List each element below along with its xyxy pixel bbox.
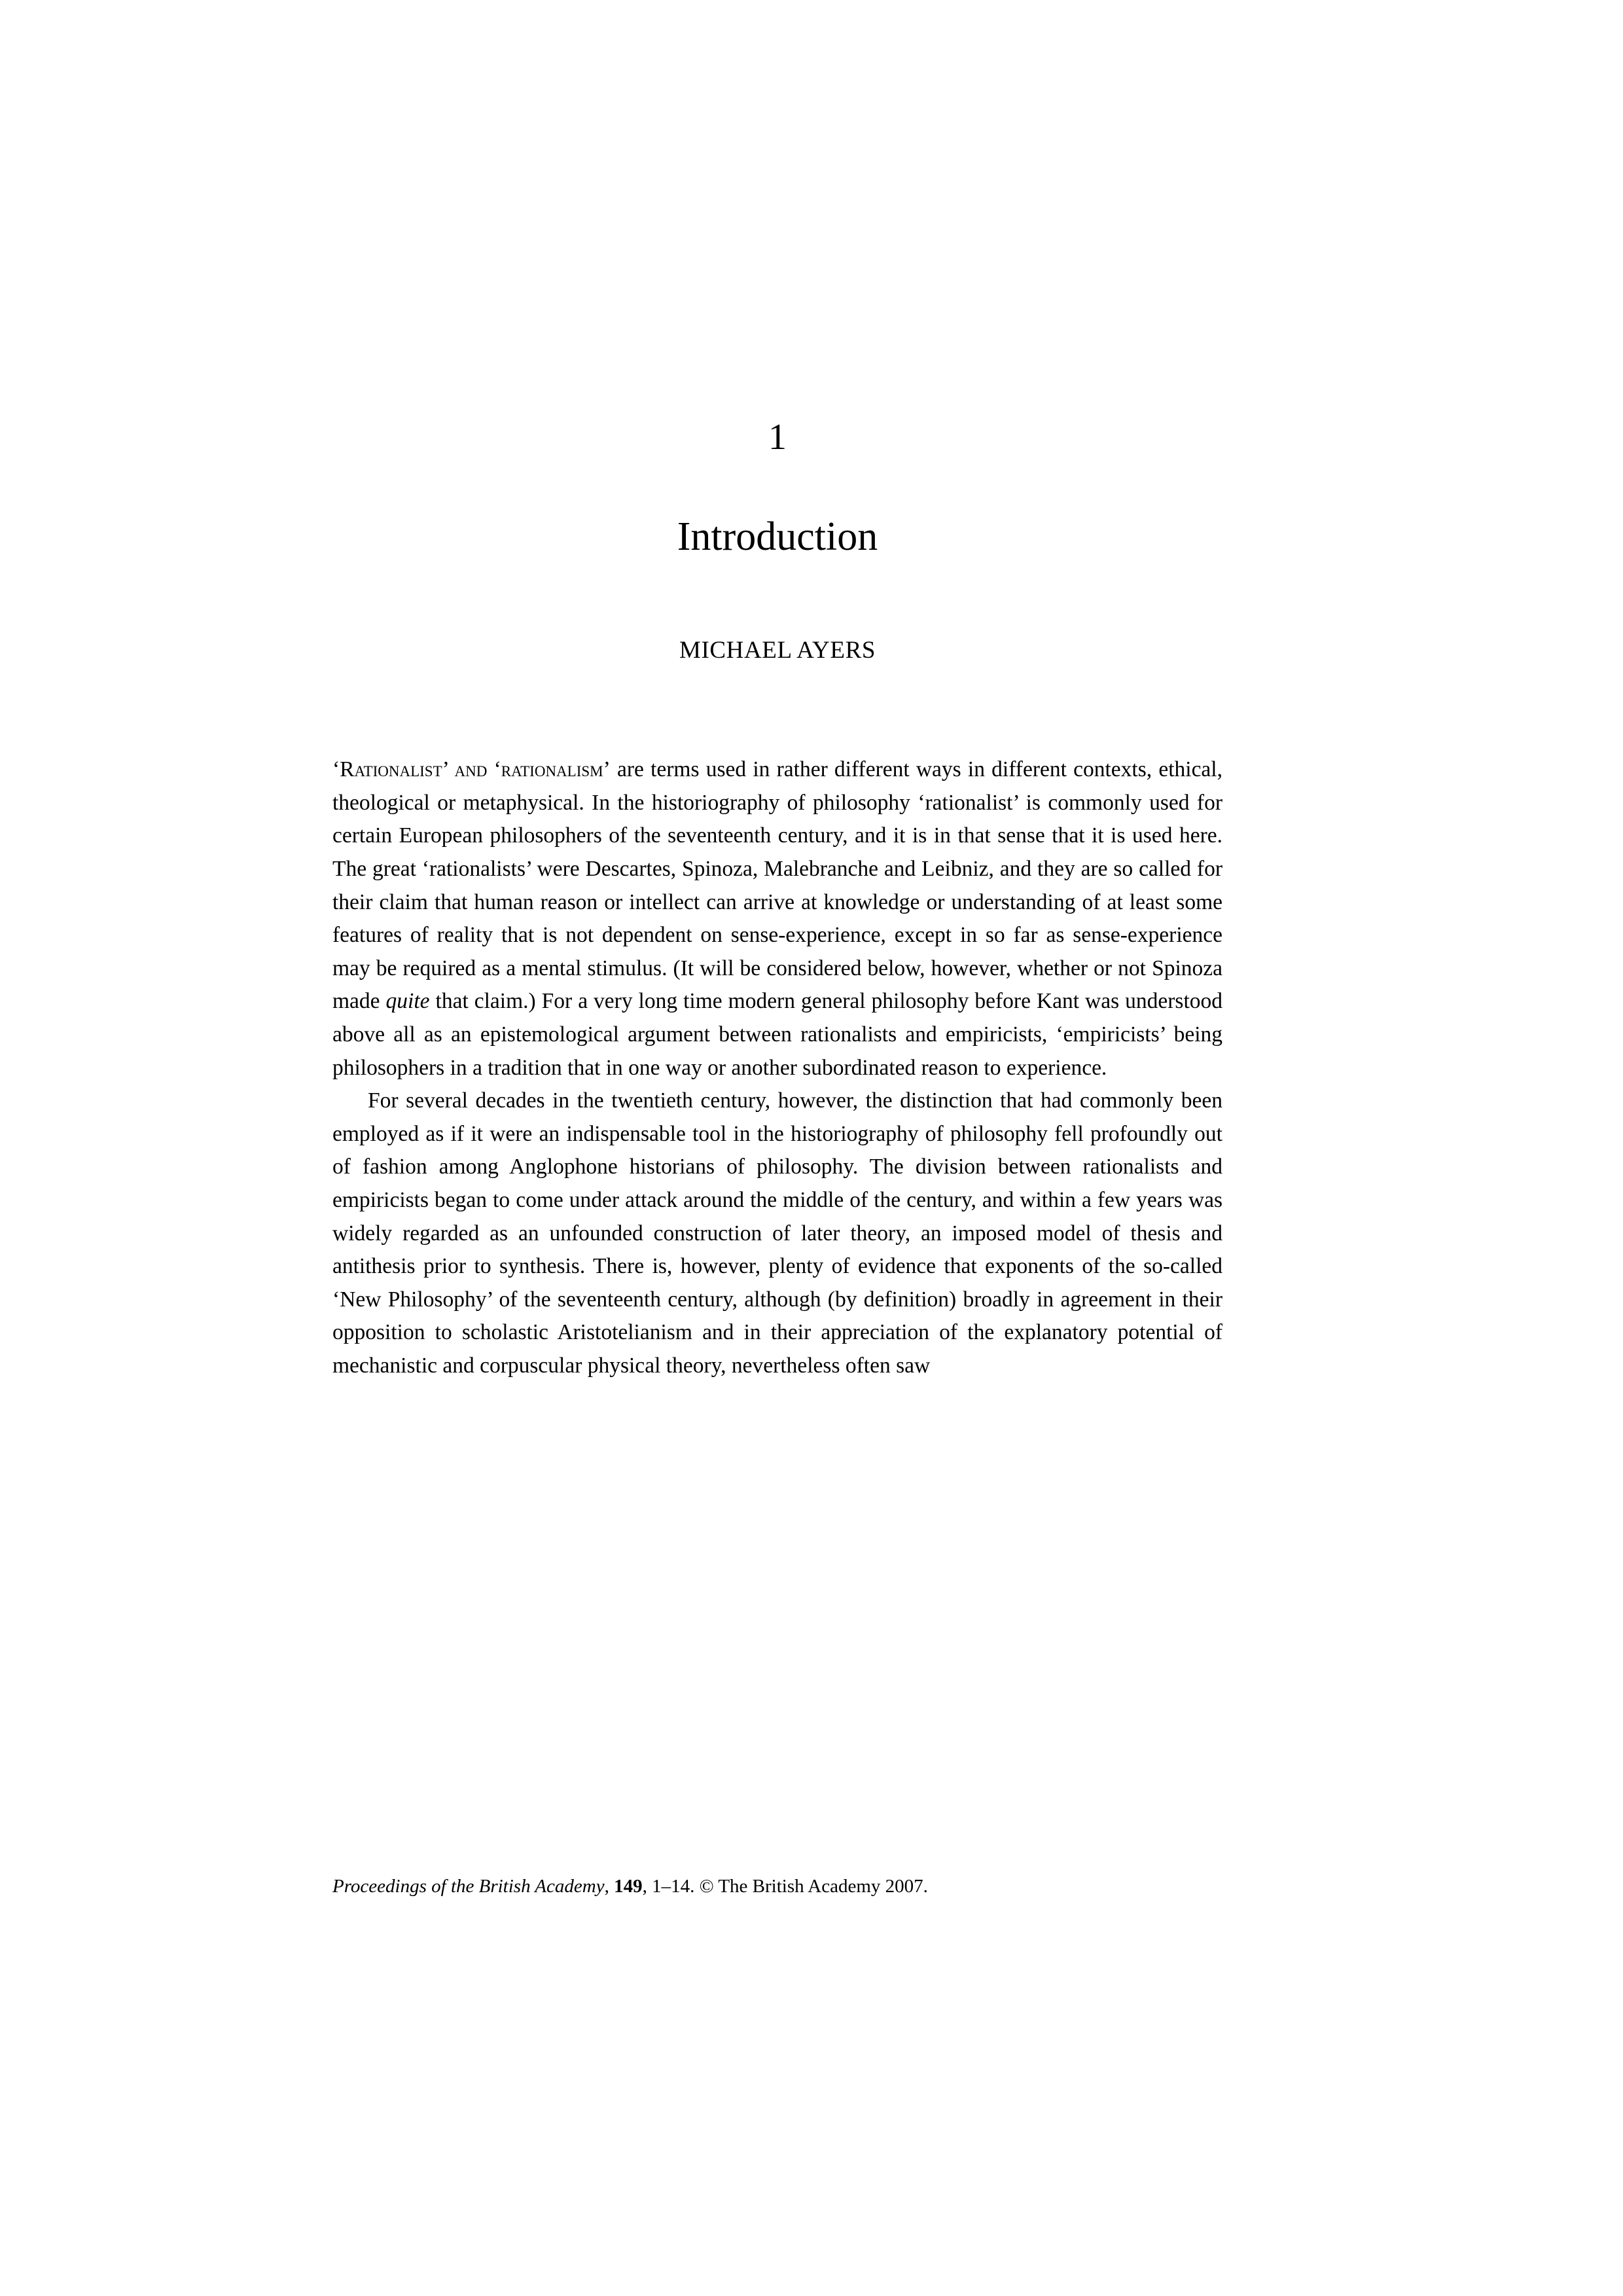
footer-volume: 149 xyxy=(614,1876,643,1897)
paragraph-1 xyxy=(332,753,1222,1085)
paragraph-1-lead-smallcaps: ‘Rationalist’ and ‘rationalism’ xyxy=(332,757,611,782)
paragraph-1-text-before-italic: are terms used in rather different ways in different contexts, ethical, theological or metaphysical. In the historiography of philosophy ‘rationalist’ is commonly used for certain European philosophers of the seventeenth century, and it is in that sense that it is used here. The great ‘rationalists’ were Descartes, Spinoza, Malebranche and Leibniz, and they are so called for their claim that human reason or intellect can arrive at knowledge or understanding of at least some features of reality that is not dependent on sense-experience, except in so far as sense-experience may be required as a mental stimulus. (It will be considered below, however, whether or not Spinoza made xyxy=(332,757,1222,1014)
footer-copyright: © The British Academy 2007. xyxy=(699,1876,928,1897)
author-name: MICHAEL AYERS xyxy=(679,637,876,664)
footer-citation xyxy=(332,1873,1249,1899)
footer-series-title: Proceedings of the British Academy xyxy=(332,1876,605,1897)
paragraph-1-italic-word: quite xyxy=(385,989,430,1014)
chapter-number: 1 xyxy=(768,417,787,457)
page-content xyxy=(332,419,1222,1382)
footer-separator-1: , xyxy=(604,1876,615,1897)
paragraph-2: For several decades in the twentieth century, however, the distinction that had commonly been employed as if it were an indispensable tool in the historiography of philosophy fell profoundly out of fashion among Anglophone historians of philosophy. The division between rationalists and empiricists began to come under attack around the middle of the century, and within a few years was widely regarded as an unfounded construction of later theory, an imposed model of thesis and antithesis prior to synthesis. There is, however, plenty of evidence that exponents of the so-called ‘New Philosophy’ of the seventeenth century, although (by definition) broadly in agreement in their opposition to scholastic Aristotelianism and in their appreciation of the explanatory potential of mechanistic and corpuscular physical theory, nevertheless often saw xyxy=(332,1088,1222,1378)
footer-pages: , 1–14. xyxy=(642,1876,700,1897)
paragraph-1-text-after-italic: that claim.) For a very long time modern general philosophy before Kant was understood above all as an epistemological argument between rationalists and empiricists, ‘empiricists’ being philosophers in a tradition that in one way or another subordinated reason to experience. xyxy=(332,989,1222,1080)
page-title: Introduction xyxy=(677,514,878,559)
